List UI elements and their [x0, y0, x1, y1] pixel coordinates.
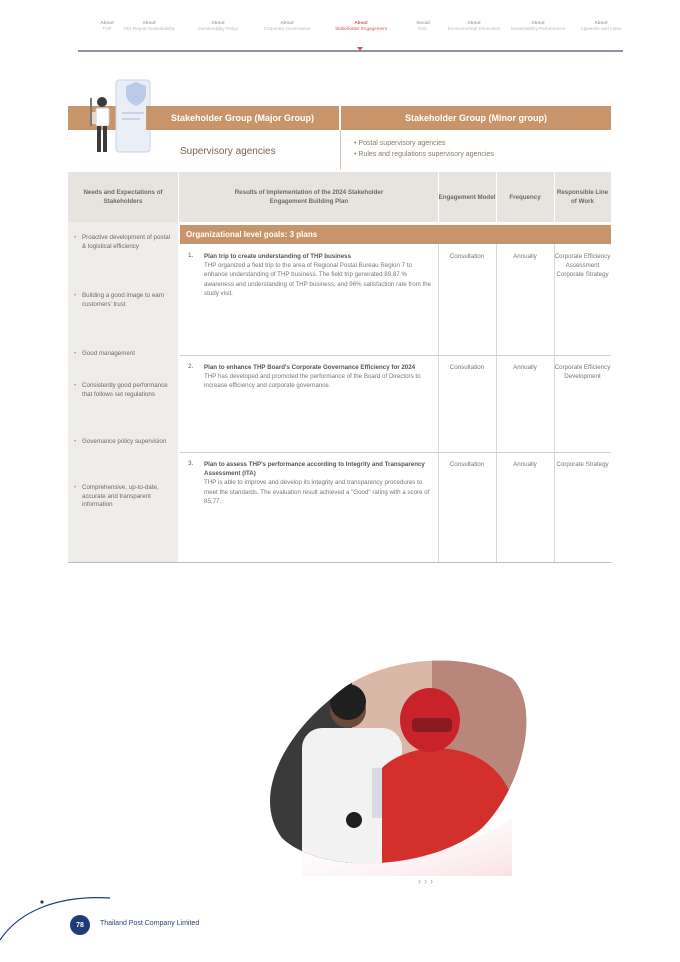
nav-sub: This Report Sustainability [122, 26, 176, 31]
th-needs: Needs and Expectations of Stakeholders [83, 189, 163, 205]
major-group-header: Stakeholder Group (Major Group) [146, 106, 339, 130]
needs-item: • Consistently good performance that follows set regulations [82, 382, 174, 399]
table-bottom-rule [68, 562, 611, 563]
row-model: Consultation [449, 461, 485, 468]
table-row [180, 454, 611, 562]
minor-group-header: Stakeholder Group (Minor group) [341, 106, 611, 130]
th-divider [178, 172, 179, 222]
nav-title: About [280, 20, 294, 25]
nav-sub: THP [102, 26, 112, 31]
header-divider [340, 130, 341, 170]
nav-title: About [100, 20, 114, 25]
needs-item: • Good management [82, 350, 174, 359]
row-responsible: Corporate Efficiency Development [554, 364, 611, 380]
table-row [180, 357, 611, 453]
nav-sub: Corporate Governance [263, 26, 311, 31]
nav-title: About [531, 20, 545, 25]
th-divider [554, 172, 555, 222]
needs-item: • Comprehensive, up-to-date, accurate and transparent information [82, 484, 174, 510]
nav-sub: Stakeholder Engagement [335, 26, 387, 31]
column-divider [554, 244, 555, 562]
row-number: 1. [188, 252, 194, 259]
nav-title: About [142, 20, 156, 25]
nav-title: About [594, 20, 608, 25]
nav-active-marker [357, 47, 363, 51]
minor-group-text: Postal supervisory agencies [358, 140, 446, 147]
needs-item: • Proactive development of postal & logistical efficiency [82, 234, 174, 251]
row-title: Plan trip to create understanding of THP business [204, 253, 352, 260]
nav-item-appendix[interactable] [572, 20, 630, 32]
row-title: Plan to enhance THP Board's Corporate Governance Efficiency for 2024 [204, 364, 416, 371]
minor-group-text: Rules and regulations supervisory agencies [358, 151, 494, 158]
section-title: Organizational level goals: 3 plans [180, 225, 611, 244]
th-responsible: Responsible Line of Work [556, 189, 609, 205]
th-frequency: Frequency [509, 193, 541, 201]
row-responsible: Corporate Efficiency Assessment Corporate Strategy [554, 253, 611, 278]
nav-item-social[interactable] [394, 20, 452, 32]
row-description [204, 460, 434, 506]
table-header [68, 172, 611, 222]
nav-sub: Dim. [418, 26, 428, 31]
photo-postman [262, 648, 530, 876]
table-row [180, 246, 611, 356]
needs-column [68, 222, 178, 562]
th-divider [496, 172, 497, 222]
row-description [204, 252, 434, 298]
nav-title: Social [416, 20, 430, 25]
page-number: 78 [70, 915, 90, 935]
nav-sub: Appendix and Index [580, 26, 622, 31]
nav-item-environment[interactable] [445, 20, 503, 32]
nav-sub: Environmental Dimension [447, 26, 501, 31]
nav-item-performance[interactable] [509, 20, 567, 32]
needs-item: • Governance policy supervision [82, 438, 174, 447]
row-frequency: Annually [513, 253, 537, 260]
top-nav [78, 20, 623, 50]
nav-sub: Sustainability Performance [510, 26, 566, 31]
column-divider [496, 244, 497, 562]
nav-divider [78, 50, 623, 52]
row-number: 3. [188, 460, 194, 467]
row-description [204, 363, 434, 391]
needs-item: • Building a good image to earn customers' trust [82, 292, 174, 309]
row-model: Consultation [449, 364, 485, 371]
row-title: Plan to assess THP's performance according to Integrity and Transparency Assessment (ITA) [204, 461, 425, 478]
major-group-value: Supervisory agencies [180, 145, 276, 157]
minor-group-item: • Postal supervisory agencies [354, 140, 446, 147]
row-frequency: Annually [513, 364, 537, 371]
th-details: Results of Implementation of the 2024 Stakeholder Engagement Building Plan [234, 189, 384, 205]
company-name: Thailand Post Company Limited [100, 920, 200, 927]
row-body: THP has developed and promoted the performance of the Board of Directors to increase efficiency and corporate governance. [204, 373, 421, 390]
nav-title: About [467, 20, 481, 25]
nav-title: About [211, 20, 225, 25]
row-number: 2. [188, 363, 194, 370]
chevron-right-icon: ››› [418, 876, 436, 886]
row-frequency: Annually [513, 461, 537, 468]
nav-item-policy[interactable] [189, 20, 247, 32]
column-divider [438, 244, 439, 562]
nav-item-stakeholder[interactable] [332, 20, 390, 32]
minor-group-list [354, 138, 494, 160]
minor-group-item: • Rules and regulations supervisory agencies [354, 151, 494, 158]
nav-item-governance[interactable] [258, 20, 316, 32]
row-responsible: Corporate Strategy [556, 461, 609, 468]
row-body: THP organized a field trip to the area of Regional Postal Bureau Region 7 to enhance understanding of THP business. The field trip generated 89.87 % awareness and understanding of THP business, and 96% satisfaction rate from the study visit. [204, 262, 432, 297]
th-model: Engagement Model [438, 193, 496, 201]
nav-title: About [354, 20, 368, 25]
nav-sub: Sustainability Policy [197, 26, 239, 31]
nav-item-report[interactable] [120, 20, 178, 32]
row-model: Consultation [449, 253, 485, 260]
th-divider [438, 172, 439, 222]
row-body: THP is able to improve and develop its integrity and transparency procedures to meet the standards. The evaluation result achieved a "Good" rating with a score of 85.77. [204, 479, 430, 505]
